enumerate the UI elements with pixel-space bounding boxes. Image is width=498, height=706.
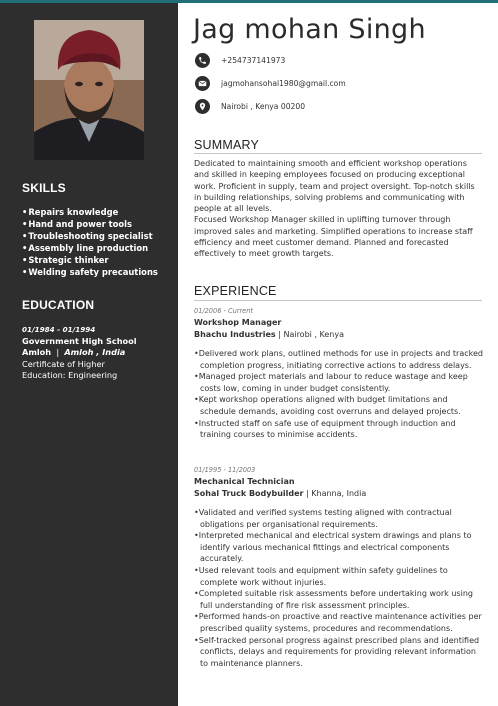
experience-heading: EXPERIENCE bbox=[194, 284, 277, 298]
skill-item: • Troubleshooting specialist bbox=[22, 230, 158, 242]
location-pin-icon bbox=[195, 99, 210, 114]
job-bullet: • Interpreted mechanical and electrical system drawings and plans to identify various mechanical fittings and electrical components accurately. bbox=[194, 530, 484, 565]
job-bullet: • Self-tracked personal progress against prescribed plans and identified conflicts, delays and requirements for providing relevant information to maintenance planners. bbox=[194, 635, 484, 670]
job-title: Mechanical Technician bbox=[194, 477, 295, 486]
skill-item: • Hand and power tools bbox=[22, 218, 158, 230]
job-bullet: • Kept workshop operations aligned with budget limitations and schedule demands, avoiding cost overruns and delayed projects. bbox=[194, 394, 484, 417]
profile-photo bbox=[34, 20, 144, 160]
phone-text[interactable]: +254737141973 bbox=[221, 55, 286, 65]
skills-heading: SKILLS bbox=[22, 181, 66, 195]
job-bullet: • Instructed staff on safe use of equipment through induction and training courses to minimise accidents. bbox=[194, 418, 484, 441]
school-name: Government High School bbox=[22, 335, 137, 346]
job-bullet: • Validated and verified systems testing aligned with contractual obligations per organisational requirements. bbox=[194, 507, 484, 530]
job-bullets bbox=[194, 507, 484, 669]
job-title: Workshop Manager bbox=[194, 318, 282, 327]
skill-item: • Welding safety precautions bbox=[22, 266, 158, 278]
job-bullet: • Managed project materials and labour to reduce wastage and keep costs low, coming in under budget consistently. bbox=[194, 371, 484, 394]
candidate-name: Jag mohan Singh bbox=[193, 14, 426, 45]
email-icon bbox=[195, 76, 210, 91]
field-of-study: Education: Engineering bbox=[22, 370, 118, 380]
skills-list bbox=[22, 206, 158, 278]
job-bullets bbox=[194, 348, 484, 441]
contact-email bbox=[195, 75, 346, 91]
summary-divider bbox=[194, 153, 482, 154]
job-bullet: • Delivered work plans, outlined methods for use in projects and tracked completion progress, initiating corrective actions to address delays. bbox=[194, 348, 484, 371]
sidebar bbox=[0, 3, 178, 706]
summary-paragraph: Dedicated to maintaining smooth and efficient workshop operations and skilled in keeping employees focused on producing exceptional work. Proficient in supply, team and project oversight. Top-notch skills in building relationships, solving problems and communicating with people at all levels. bbox=[194, 159, 475, 214]
contact-phone bbox=[195, 52, 285, 68]
education-entry bbox=[22, 324, 137, 382]
summary-text bbox=[194, 158, 484, 260]
school-location: Amloh | Amloh , India bbox=[22, 347, 126, 357]
job-dates: 01/1995 - 11/2003 bbox=[194, 466, 256, 474]
job-company: Bhachu Industries | Nairobi , Kenya bbox=[194, 330, 344, 339]
phone-icon bbox=[195, 53, 210, 68]
skill-item: • Assembly line production bbox=[22, 242, 158, 254]
job-dates: 01/2006 - Current bbox=[194, 307, 253, 315]
skill-item: • Repairs knowledge bbox=[22, 206, 158, 218]
contact-address bbox=[195, 98, 305, 114]
email-text[interactable]: jagmohansohal1980@gmail.com bbox=[221, 78, 346, 88]
summary-paragraph: Focused Workshop Manager skilled in uplifting turnover through improved sales and marketing. Simplified operations to increase staff efficiency and meet customer demand. Planned and forecasted effectively to meet growth targets. bbox=[194, 215, 473, 259]
summary-heading: SUMMARY bbox=[194, 138, 260, 152]
job-bullet: • Performed hands-on proactive and reactive maintenance activities per prescribed quality systems, procedures and recommendations. bbox=[194, 611, 484, 634]
job-bullet: • Completed suitable risk assessments before undertaking work using full understanding of fire risk assessment principles. bbox=[194, 588, 484, 611]
experience-divider bbox=[194, 300, 482, 301]
education-dates: 01/1984 - 01/1994 bbox=[22, 325, 96, 334]
job-bullet: • Used relevant tools and equipment within safety guidelines to complete work without injuries. bbox=[194, 565, 484, 588]
job-company: Sohal Truck Bodybuilder | Khanna, India bbox=[194, 489, 367, 498]
skill-item: • Strategic thinker bbox=[22, 254, 158, 266]
certificate: Certificate of Higher bbox=[22, 358, 105, 369]
address-text: Nairobi , Kenya 00200 bbox=[221, 101, 306, 111]
education-heading: EDUCATION bbox=[22, 298, 95, 312]
